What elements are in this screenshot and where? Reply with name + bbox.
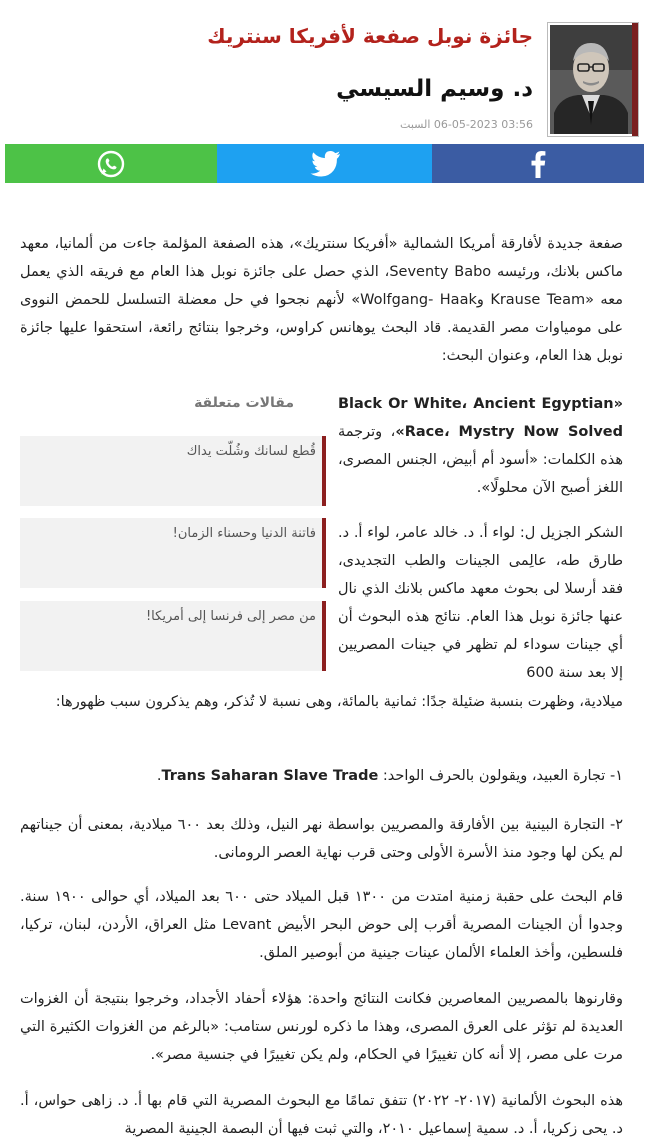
article-paragraph-9: هذه البحوث الألمانية (٢٠١٧- ٢٠٢٢) تتفق تمامًا مع البحوث المصرية التي قام بها أ. د. زاهى حواس، أ. د. يحى زكريا، أ. د. سمية إسماعيل ٢٠١٠، والتي ثبت فيها أن البصمة الجينية المصرية <box>20 1093 623 1137</box>
photo-frame-accent <box>632 23 638 136</box>
related-article-item[interactable] <box>20 518 326 588</box>
acknowledgement-text: الشكر الجزيل ل: لواء أ. د. خالد عامر، لواء أ. د. طارق طه، عالِمى الجينات والطب التجديدى، فقد أرسلا لى بحوث معهد ماكس بلانك الذي نال عنها جائزة نوبل هذا العام. <box>338 525 623 625</box>
publish-datetime: 06-05-2023 03:56 <box>433 118 533 131</box>
author-name[interactable]: د. وسيم السيسي <box>336 76 533 102</box>
reason-1-term: Trans Saharan Slave Trade <box>161 768 379 784</box>
article-paragraph-4: ميلادية، وظهرت بنسبة ضئيلة جدًا: ثمانية بالمائة، وهى نسبة لا تُذكر، وهم يذكرون سبب ظهورها: <box>55 694 623 710</box>
twitter-share-button[interactable] <box>217 144 432 183</box>
article-title: جائزة نوبل صفعة لأفريكا سنتريك <box>207 24 533 48</box>
article-paragraph-3 <box>338 519 623 687</box>
reason-1-suffix: . <box>156 768 162 784</box>
reason-1-prefix: ١- تجارة العبيد، ويقولون بالحرف الواحد: <box>378 768 623 784</box>
related-article-item[interactable] <box>20 601 326 671</box>
author-photo <box>547 22 639 137</box>
author-portrait-image <box>550 25 632 134</box>
related-article-link[interactable]: قُطع لسانك وشُلّت يداك <box>186 444 316 459</box>
related-article-link[interactable]: من مصر إلى فرنسا إلى أمريكا! <box>145 609 316 624</box>
related-articles-title: مقالات متعلقة <box>194 395 294 411</box>
related-article-item[interactable] <box>20 436 326 506</box>
twitter-icon <box>309 150 341 178</box>
whatsapp-icon <box>96 149 126 179</box>
publish-day: السبت <box>400 118 431 131</box>
article-paragraph-5 <box>20 762 623 790</box>
publish-date <box>400 118 533 131</box>
whatsapp-share-button[interactable] <box>5 144 217 183</box>
article-paragraph-7: قام البحث على حقبة زمنية امتدت من ١٣٠٠ قبل الميلاد حتى ٦٠٠ بعد الميلاد، أي حوالى ١٩٠٠ سنة. وجدوا أن الجينات المصرية أقرب إلى حوض البحر الأبيض Levant مثل العراق، الأردن، لبنان، تركيا، فلسطين، وأخذ العلماء الألمان عينات جينية من أبوصير الملق. <box>20 889 624 961</box>
share-bar <box>5 144 644 183</box>
article-paragraph-2 <box>338 390 623 502</box>
facebook-icon <box>530 150 546 178</box>
facebook-share-button[interactable] <box>432 144 644 183</box>
article-header <box>0 18 645 138</box>
article-paragraph-8: وقارنوها بالمصريين المعاصرين فكانت النتائج واحدة: هؤلاء أحفاد الأجداد، وخرجوا بنتيجة أن الغزوات العديدة لم تؤثر على العرق المصرى، وهذا ما ذكره لورنس ستامب: «بالرغم من الغزوات الكثيرة التي مرت على مصر، إلا أنه كان تغييرًا في الحكام، ولم يكن تغييرًا في جنسية مصر». <box>20 991 623 1063</box>
research-title-translation: ، وترجمة هذه الكلمات: «أسود أم أبيض، الجنس المصرى، اللغز أصبح الآن محلولًا». <box>338 424 623 496</box>
related-article-link[interactable]: فاتنة الدنيا وحسناء الزمان! <box>172 526 316 541</box>
article-paragraph-1: صفعة جديدة لأفارقة أمريكا الشمالية «أفريكا سنتريك»، هذه الصفعة المؤلمة جاءت من ألمانيا، معهد ماكس بلانك، ورئيسه Seventy Babo، الذي حصل على جائزة نوبل هذا العام مع فريقه الذي يعمل معه «Krause Team وWolfgang- Haak» لأنهم نجحوا في حل معضلة التسلسل للحمض النووى على مومياوات مصر القديمة. قاد البحث يوهانس كراوس، وخرجوا بنتائج رائعة، استحقوا عليها جائزة نوبل هذا العام، وعنوان البحث: <box>20 236 623 364</box>
article-paragraph-6: ٢- التجارة البينية بين الأفارقة والمصريين بواسطة نهر النيل، وذلك بعد ٦٠٠ ميلادية، بمعنى أن جيناتهم لم يكن لها وجود منذ الأسرة الأولى وحتى قرب نهاية العصر الرومانى. <box>20 817 623 861</box>
research-title: «Black Or White، Ancient Egyptian Race، Mystry Now Solved» <box>338 396 623 440</box>
results-text-start: نتائج هذه البحوث أن أي جينات سوداء لم تظهر في جينات المصريين إلا بعد سنة 600 <box>338 609 623 681</box>
